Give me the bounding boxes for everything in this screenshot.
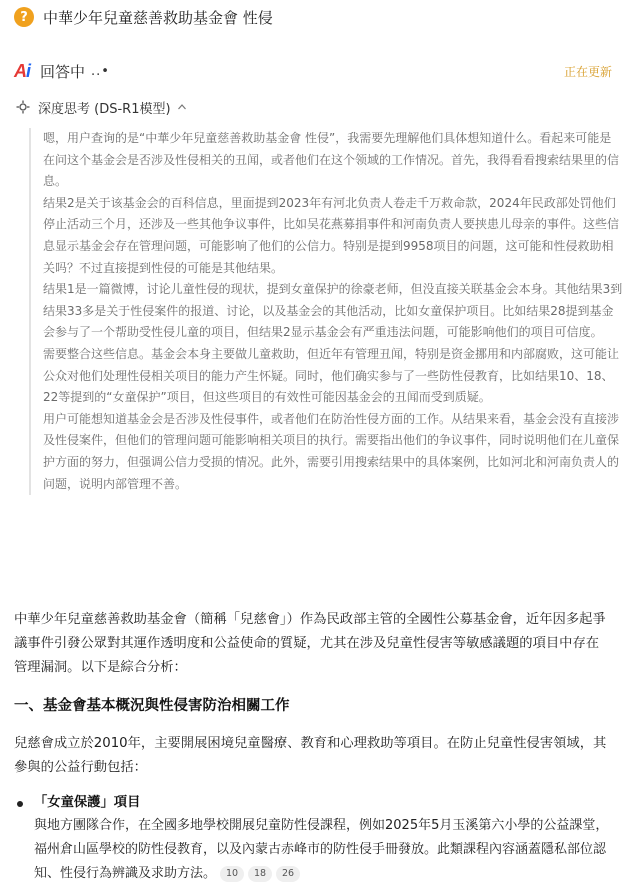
reference-badge[interactable]: 18: [248, 866, 272, 882]
thinking-paragraph: 结果2是关于该基金会的百科信息，里面提到2023年有河北负责人卷走千万救命款，2024年民政部处罚他们停止活动三个月，还涉及一些其他争议事件，比如吴花燕募捐事件和河南负责人要挟患儿母亲的事件。这些信息显示基金会存在管理问题，可能影响了他们的公信力。特别是提到9958项目的问题，这可能和性侵救助相关吗？不过直接提到性侵的可能是其他结果。: [43, 195, 620, 275]
bullet-dot: [17, 801, 23, 807]
thinking-paragraph: 嗯，用户查询的是“中華少年兒童慈善救助基金會 性侵”，我需要先理解他们具体想知道什么。看起来可能是在问这个基金会是否涉及性侵相关的丑闻，或者他们在这个领域的工作情况。首先，我得看看搜索结果里的信息。: [43, 131, 620, 189]
thinking-paragraph: 需要整合这些信息。基金会本身主要做儿童救助，但近年有管理丑闻，特别是资金挪用和内部腐败，这可能让公众对他们处理性侵相关项目的能力产生怀疑。同时，他们确实参与了一些防性侵教育，比如结果10、18、22等提到的“女童保护”项目，但这些项目的有效性可能因基金会的丑闻而受到质疑。: [43, 346, 620, 405]
reference-badge[interactable]: 26: [276, 866, 300, 882]
reference-badge[interactable]: 10: [220, 866, 244, 882]
bullet-body-text: 與地方團隊合作，在全國多地學校開展兒童防性侵課程，例如2025年5月玉溪第六小學的公益課堂，福州倉山區學校的防性侵教育，以及內蒙古赤峰市的防性侵手冊發放。此類課程內容涵蓋隱私部位認知、性侵行為辨識及求助方法。: [34, 818, 609, 881]
thinking-paragraph: 结果1是一篇微博，讨论儿童性侵的现状，提到女童保护的徐豪老师，但没直接关联基金会本身。其他结果3到结果33多是关于性侵案件的报道、讨论，以及基金会的其他活动，比如女童保护项目。比如结果28提到基金会参与了一个帮助受性侵儿童的项目，但结果2显示基金会有严重违法问题，可能影响他们的项目可信度。: [43, 282, 623, 340]
section-intro: 兒慈會成立於2010年，主要開展困境兒童醫療、教育和心理救助等項目。在防止兒童性侵害領域，其參與的公益行動包括：: [14, 736, 607, 775]
answer-status: 回答中: [40, 62, 86, 81]
answer-header: [14, 60, 612, 82]
deep-think-label: 深度思考 (DS-R1模型): [38, 101, 171, 117]
question-bar: [14, 6, 273, 28]
question-mark-icon: ?: [14, 7, 34, 27]
updating-label: 正在更新: [563, 64, 612, 79]
bullet-title: 「女童保護」項目: [34, 795, 141, 810]
section-heading: 一、基金會基本概況與性侵害防治相關工作: [14, 698, 290, 714]
bullet-body: [34, 814, 612, 886]
chevron-up-icon[interactable]: [177, 102, 187, 112]
question-text: 中華少年兒童慈善救助基金會 性侵: [43, 8, 273, 27]
thinking-paragraph: 用户可能想知道基金会是否涉及性侵事件，或者他们在防治性侵方面的工作。从结果来看，基金会没有直接涉及性侵案件，但他们的管理问题可能影响相关项目的执行。需要指出他们的争议事件，同时说明他们在儿童保护方面的努力，但强调公信力受损的情况。此外，需要引用搜索结果中的具体案例，比如河北和河南负责人的问题，说明内部管理不善。: [43, 411, 620, 491]
answer-intro: 中華少年兒童慈善救助基金會（簡稱「兒慈會」）作為民政部主管的全國性公募基金會，近年因多起爭議事件引發公眾對其運作透明度和公益使命的質疑，尤其在涉及兒童性侵害等敏感議題的項目中存在管理漏洞。以下是綜合分析：: [14, 612, 606, 675]
ai-logo-icon: Ai: [14, 60, 31, 81]
thinking-content: [29, 128, 623, 495]
loading-dots: ..•: [91, 63, 110, 79]
deep-think-toggle[interactable]: [16, 97, 187, 117]
deep-think-icon: [16, 100, 30, 114]
